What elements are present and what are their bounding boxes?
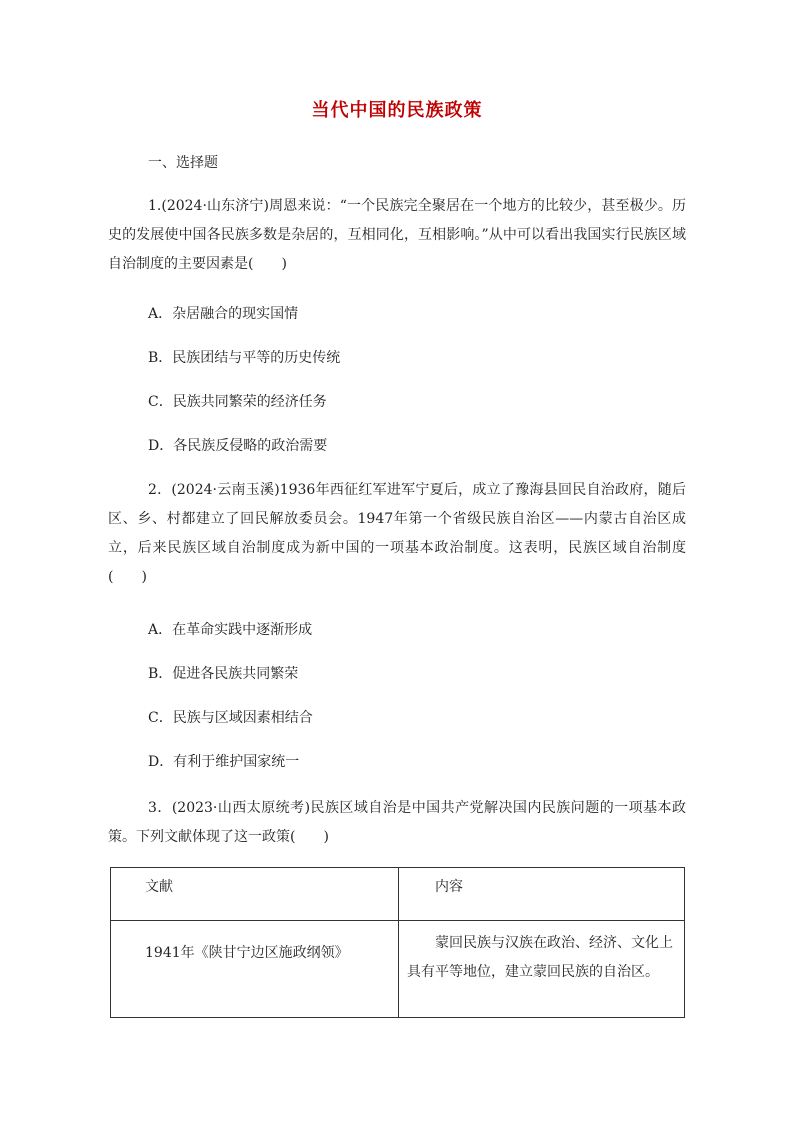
document-title: 当代中国的民族政策 xyxy=(311,100,483,121)
table-cell-content: 蒙回民族与汉族在政治、经济、文化上具有平等地位，建立蒙回民族的自治区。 xyxy=(399,921,685,1018)
section-heading: 一、选择题 xyxy=(148,155,218,171)
question-3-stem: 3．(2023·山西太原统考)民族区域自治是中国共产党解决国内民族问题的一项基本政策。下列文献体现了这一政策( ) xyxy=(108,800,686,845)
question-2-option-d: D．有利于维护国家统一 xyxy=(148,754,300,770)
question-1-option-a: A．杂居融合的现实国情 xyxy=(148,306,299,322)
table-header-row xyxy=(111,868,685,921)
table-header-content: 内容 xyxy=(399,868,685,921)
table-row xyxy=(111,921,685,1018)
question-2-stem: 2．(2024·云南玉溪)1936年西征红军进军宁夏后，成立了豫海县回民自治政府，随后区、乡、村都建立了回民解放委员会。1947年第一个省级民族自治区——内蒙古自治区成立，后来民族区域自治制度成为新中国的一项基本政治制度。这表明，民族区域自治制度( ) xyxy=(108,482,686,585)
documents-table xyxy=(110,867,685,1018)
question-1-option-c: C．民族共同繁荣的经济任务 xyxy=(148,394,327,410)
table-header-document: 文献 xyxy=(111,868,399,921)
question-2-option-c: C．民族与区域因素相结合 xyxy=(148,710,313,726)
question-2-option-b: B．促进各民族共同繁荣 xyxy=(148,666,299,682)
question-1-option-b: B．民族团结与平等的历史传统 xyxy=(148,350,341,366)
question-2-option-a: A．在革命实践中逐渐形成 xyxy=(148,622,313,638)
question-1-stem: 1.(2024·山东济宁)周恩来说：“一个民族完全聚居在一个地方的比较少，甚至极少。历史的发展使中国各民族多数是杂居的，互相同化，互相影响。”从中可以看出我国实行民族区域自治制度的主要因素是( ) xyxy=(108,198,686,272)
table-cell-document: 1941年《陕甘宁边区施政纲领》 xyxy=(111,921,399,1018)
question-1-option-d: D．各民族反侵略的政治需要 xyxy=(148,438,328,454)
